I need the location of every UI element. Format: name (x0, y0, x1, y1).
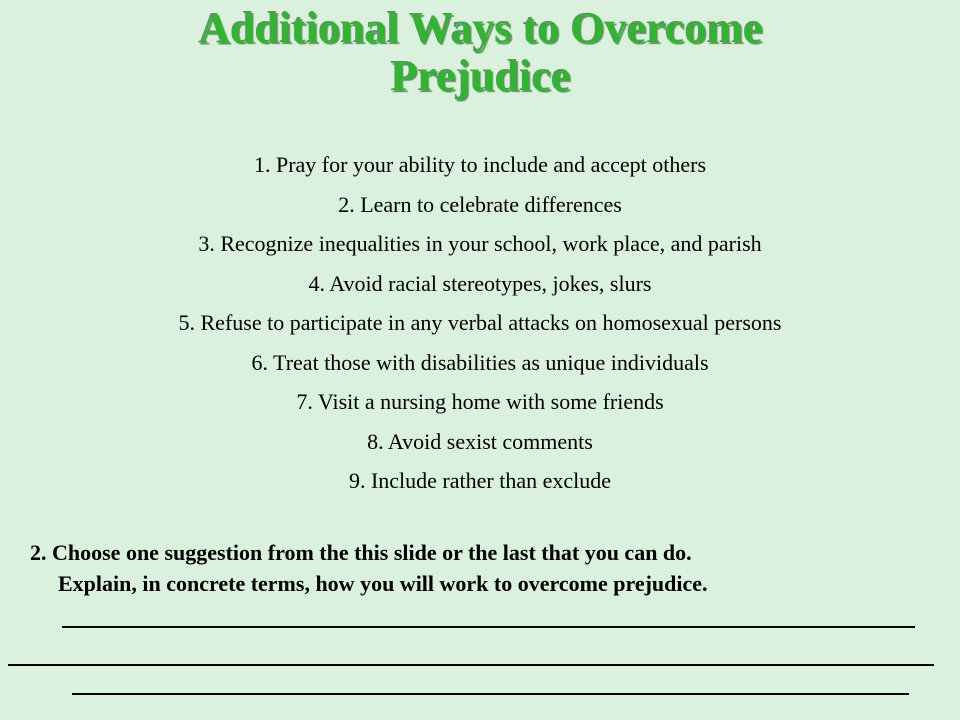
suggestion-item-4: 4. Avoid racial stereotypes, jokes, slurs (308, 270, 652, 296)
assignment-question (30, 537, 930, 599)
question-line-1: 2. Choose one suggestion from the this slide or the last that you can do. (30, 540, 692, 565)
suggestion-item-3: 3. Recognize inequalities in your school, work place, and parish (198, 231, 762, 256)
suggestion-item-5: 5. Refuse to participate in any verbal attacks on homosexual persons (178, 310, 782, 335)
suggestion-item-7: 7. Visit a nursing home with some friends (296, 389, 664, 414)
suggestion-item-9: 9. Include rather than exclude (348, 468, 612, 493)
suggestion-item-2: 2. Learn to celebrate differences (338, 191, 622, 217)
answer-line-3 (72, 693, 909, 695)
slide-title-line-1: Additional Ways to Overcome (197, 3, 763, 52)
slide-title (0, 4, 960, 100)
suggestion-item-6: 6. Treat those with disabilities as unique individuals (251, 349, 709, 375)
question-line-2: Explain, in concrete terms, how you will work to overcome prejudice. (58, 571, 708, 596)
suggestion-item-1: 1. Pray for your ability to include and accept others (253, 152, 707, 177)
suggestion-list (0, 145, 960, 501)
answer-line-1 (62, 626, 915, 628)
answer-line-2 (8, 664, 934, 666)
suggestion-item-8: 8. Avoid sexist comments (367, 428, 593, 454)
slide-title-line-2: Prejudice (389, 51, 571, 100)
